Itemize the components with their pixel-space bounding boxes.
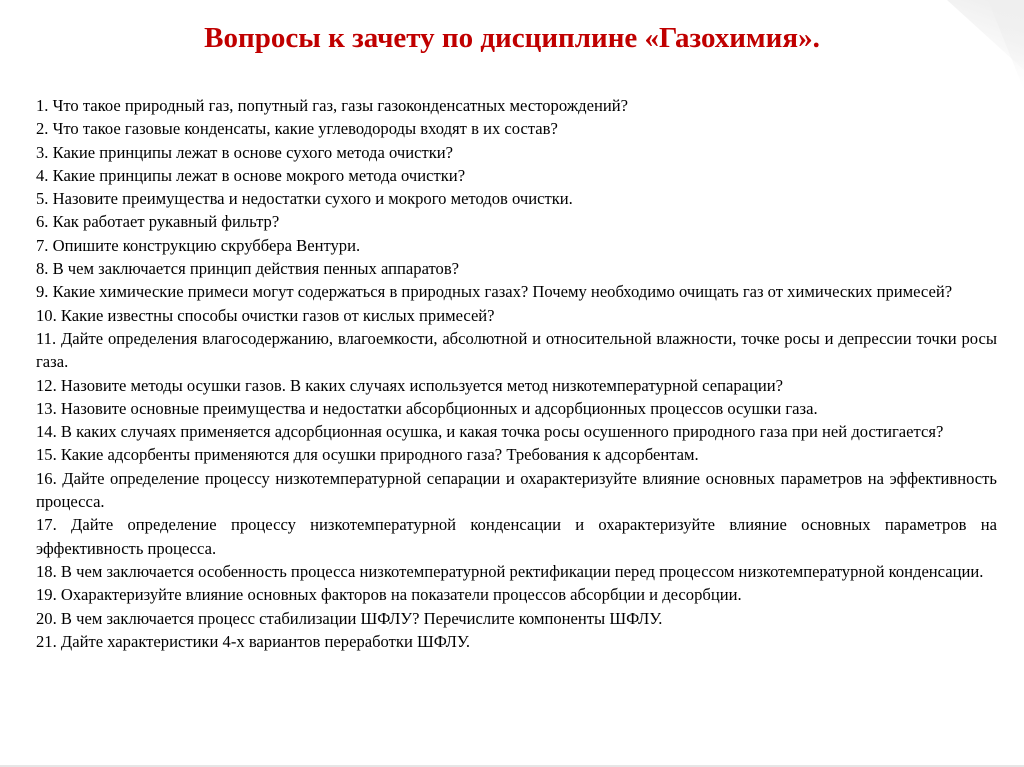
question-item: 18. В чем заключается особенность процесса низкотемпературной ректификации перед процессом низкотемпературной конденсации.	[36, 561, 984, 581]
question-item: 9. Какие химические примеси могут содержаться в природных газах? Почему необходимо очищать газ от химических примесей?	[36, 282, 953, 302]
question-item: 8. В чем заключается принцип действия пенных аппаратов?	[36, 259, 460, 279]
question-item: 13. Назовите основные преимущества и недостатки абсорбционных и адсорбционных процессов осушки газа.	[36, 398, 818, 418]
question-item: 19. Охарактеризуйте влияние основных факторов на показатели процессов абсорбции и десорбции.	[36, 585, 742, 605]
question-item: 2. Что такое газовые конденсаты, какие углеводороды входят в их состав?	[36, 119, 558, 139]
question-item: 3. Какие принципы лежат в основе сухого метода очистки?	[36, 142, 454, 162]
question-item: 12. Назовите методы осушки газов. В каких случаях используется метод низкотемпературной сепарации?	[36, 375, 784, 395]
question-item: 6. Как работает рукавный фильтр?	[36, 212, 280, 232]
question-item: 11. Дайте определения влагосодержанию, влагоемкости, абсолютной и относительной влажности, точке росы и депрессии точки росы газа.	[36, 328, 997, 372]
question-item: 14. В каких случаях применяется адсорбционная осушка, и какая точка росы осушенного природного газа при ней достигается?	[36, 422, 944, 442]
question-item: 4. Какие принципы лежат в основе мокрого метода очистки?	[36, 165, 466, 185]
question-item: 15. Какие адсорбенты применяются для осушки природного газа? Требования к адсорбентам.	[36, 445, 699, 465]
slide-title: Вопросы к зачету по дисциплине «Газохимия».	[204, 22, 820, 54]
question-item: 10. Какие известны способы очистки газов от кислых примесей?	[36, 305, 495, 325]
question-list	[36, 94, 997, 653]
question-item: 20. В чем заключается процесс стабилизации ШФЛУ? Перечислите компоненты ШФЛУ.	[36, 608, 663, 628]
question-item: 16. Дайте определение процессу низкотемпературной сепарации и охарактеризуйте влияние основных параметров на эффективность процесса.	[36, 468, 997, 512]
question-item: 17. Дайте определение процессу низкотемпературной конденсации и охарактеризуйте влияние основных параметров на эффективность процесса.	[36, 515, 997, 558]
question-item: 5. Назовите преимущества и недостатки сухого и мокрого методов очистки.	[36, 189, 573, 209]
question-item: 7. Опишите конструкцию скруббера Вентури.	[36, 235, 361, 255]
question-item: 1. Что такое природный газ, попутный газ, газы газоконденсатных месторождений?	[36, 96, 628, 115]
question-item: 21. Дайте характеристики 4-х вариантов переработки ШФЛУ.	[36, 631, 471, 651]
